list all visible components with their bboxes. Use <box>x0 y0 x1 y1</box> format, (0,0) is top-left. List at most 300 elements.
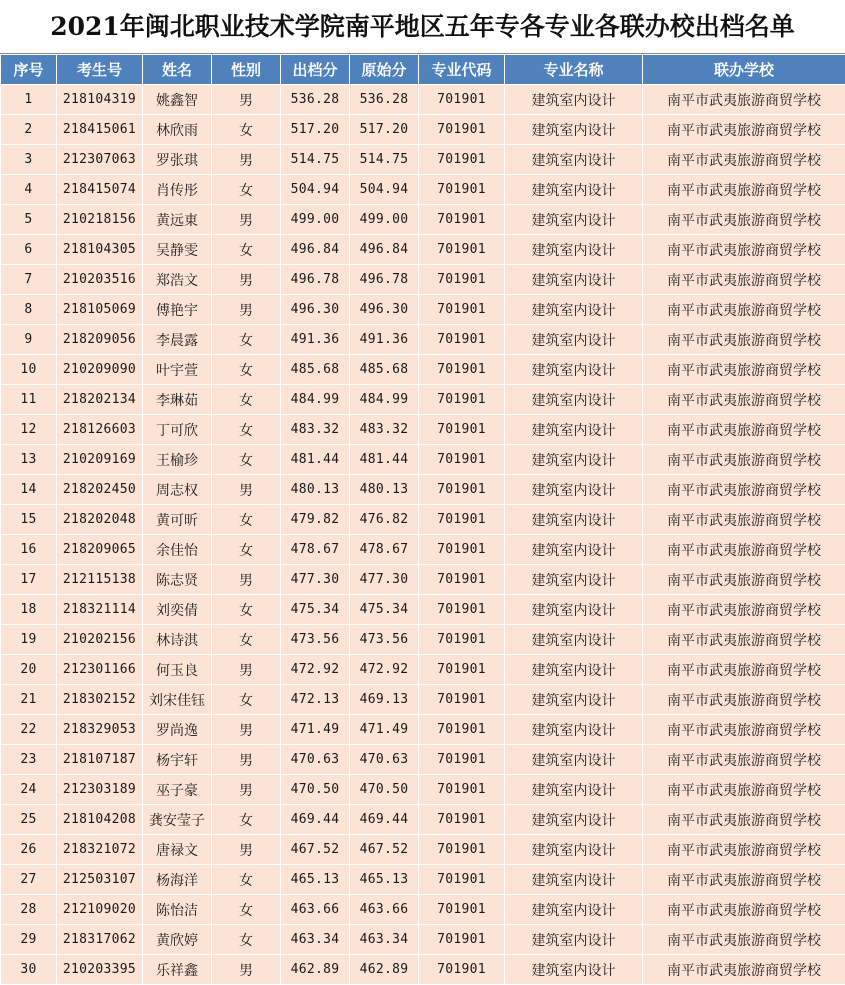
cell-school: 南平市武夷旅游商贸学校 <box>643 325 845 355</box>
cell-school: 南平市武夷旅游商贸学校 <box>643 775 845 805</box>
cell-major-name: 建筑室内设计 <box>505 385 643 415</box>
cell-raw-score: 470.63 <box>350 745 419 775</box>
cell-exam-id: 218321072 <box>57 835 143 865</box>
cell-name: 何玉良 <box>143 655 212 685</box>
cell-raw-score: 469.44 <box>350 805 419 835</box>
cell-index: 10 <box>1 355 57 385</box>
cell-major-code: 701901 <box>419 565 505 595</box>
cell-exam-id: 218104319 <box>57 85 143 115</box>
cell-school: 南平市武夷旅游商贸学校 <box>643 805 845 835</box>
table-row <box>1 565 845 595</box>
table-row <box>1 895 845 925</box>
cell-major-code: 701901 <box>419 85 505 115</box>
cell-exam-id: 218302152 <box>57 685 143 715</box>
cell-school: 南平市武夷旅游商贸学校 <box>643 835 845 865</box>
cell-gender: 男 <box>212 715 281 745</box>
cell-exam-id: 212303189 <box>57 775 143 805</box>
cell-school: 南平市武夷旅游商贸学校 <box>643 205 845 235</box>
cell-school: 南平市武夷旅游商贸学校 <box>643 295 845 325</box>
cell-major-code: 701901 <box>419 655 505 685</box>
header-row <box>1 55 845 85</box>
cell-school: 南平市武夷旅游商贸学校 <box>643 265 845 295</box>
cell-raw-score: 478.67 <box>350 535 419 565</box>
cell-name: 李琳茹 <box>143 385 212 415</box>
cell-school: 南平市武夷旅游商贸学校 <box>643 895 845 925</box>
cell-major-code: 701901 <box>419 115 505 145</box>
cell-index: 9 <box>1 325 57 355</box>
cell-school: 南平市武夷旅游商贸学校 <box>643 415 845 445</box>
cell-raw-score: 517.20 <box>350 115 419 145</box>
cell-major-code: 701901 <box>419 595 505 625</box>
cell-exam-id: 218126603 <box>57 415 143 445</box>
cell-index: 21 <box>1 685 57 715</box>
cell-gender: 女 <box>212 325 281 355</box>
cell-index: 23 <box>1 745 57 775</box>
cell-index: 8 <box>1 295 57 325</box>
cell-name: 陈志贤 <box>143 565 212 595</box>
cell-index: 7 <box>1 265 57 295</box>
cell-exam-id: 212301166 <box>57 655 143 685</box>
cell-raw-score: 536.28 <box>350 85 419 115</box>
cell-major-name: 建筑室内设计 <box>505 475 643 505</box>
cell-school: 南平市武夷旅游商贸学校 <box>643 565 845 595</box>
column-header-major-name: 专业名称 <box>505 55 643 85</box>
cell-gender: 男 <box>212 475 281 505</box>
cell-admission-score: 463.34 <box>281 925 350 955</box>
cell-index: 18 <box>1 595 57 625</box>
cell-school: 南平市武夷旅游商贸学校 <box>643 145 845 175</box>
cell-major-name: 建筑室内设计 <box>505 505 643 535</box>
cell-gender: 男 <box>212 745 281 775</box>
cell-major-code: 701901 <box>419 805 505 835</box>
cell-name: 郑浩文 <box>143 265 212 295</box>
cell-school: 南平市武夷旅游商贸学校 <box>643 925 845 955</box>
table-row <box>1 175 845 205</box>
table-row <box>1 415 845 445</box>
cell-admission-score: 473.56 <box>281 625 350 655</box>
cell-index: 2 <box>1 115 57 145</box>
cell-admission-score: 485.68 <box>281 355 350 385</box>
cell-admission-score: 496.84 <box>281 235 350 265</box>
cell-index: 14 <box>1 475 57 505</box>
cell-raw-score: 473.56 <box>350 625 419 655</box>
cell-gender: 女 <box>212 505 281 535</box>
cell-exam-id: 212109020 <box>57 895 143 925</box>
cell-major-code: 701901 <box>419 265 505 295</box>
cell-admission-score: 472.13 <box>281 685 350 715</box>
table-row <box>1 715 845 745</box>
cell-index: 6 <box>1 235 57 265</box>
cell-major-name: 建筑室内设计 <box>505 775 643 805</box>
cell-gender: 女 <box>212 925 281 955</box>
cell-gender: 女 <box>212 175 281 205</box>
cell-major-name: 建筑室内设计 <box>505 835 643 865</box>
cell-gender: 女 <box>212 535 281 565</box>
cell-raw-score: 477.30 <box>350 565 419 595</box>
cell-raw-score: 504.94 <box>350 175 419 205</box>
cell-major-code: 701901 <box>419 475 505 505</box>
cell-raw-score: 465.13 <box>350 865 419 895</box>
cell-school: 南平市武夷旅游商贸学校 <box>643 535 845 565</box>
cell-index: 11 <box>1 385 57 415</box>
cell-major-name: 建筑室内设计 <box>505 805 643 835</box>
cell-major-code: 701901 <box>419 895 505 925</box>
cell-name: 肖传彤 <box>143 175 212 205</box>
cell-gender: 女 <box>212 805 281 835</box>
cell-raw-score: 472.92 <box>350 655 419 685</box>
cell-major-name: 建筑室内设计 <box>505 265 643 295</box>
cell-index: 20 <box>1 655 57 685</box>
document-title: 2021年闽北职业技术学院南平地区五年专各专业各联办校出档名单 <box>0 0 845 54</box>
table-row <box>1 805 845 835</box>
cell-index: 26 <box>1 835 57 865</box>
cell-name: 周志权 <box>143 475 212 505</box>
cell-name: 林欣雨 <box>143 115 212 145</box>
cell-raw-score: 485.68 <box>350 355 419 385</box>
column-header-admission-score: 出档分 <box>281 55 350 85</box>
cell-school: 南平市武夷旅游商贸学校 <box>643 475 845 505</box>
cell-index: 5 <box>1 205 57 235</box>
cell-major-code: 701901 <box>419 775 505 805</box>
cell-exam-id: 210202156 <box>57 625 143 655</box>
cell-admission-score: 465.13 <box>281 865 350 895</box>
cell-name: 乐祥鑫 <box>143 955 212 985</box>
cell-name: 刘宋佳钰 <box>143 685 212 715</box>
cell-gender: 女 <box>212 685 281 715</box>
cell-admission-score: 472.92 <box>281 655 350 685</box>
cell-exam-id: 218104305 <box>57 235 143 265</box>
cell-gender: 女 <box>212 355 281 385</box>
cell-gender: 男 <box>212 565 281 595</box>
column-header-index: 序号 <box>1 55 57 85</box>
cell-major-name: 建筑室内设计 <box>505 955 643 985</box>
cell-exam-id: 210209169 <box>57 445 143 475</box>
cell-name: 黄可昕 <box>143 505 212 535</box>
cell-index: 30 <box>1 955 57 985</box>
cell-major-name: 建筑室内设计 <box>505 595 643 625</box>
cell-raw-score: 462.89 <box>350 955 419 985</box>
cell-admission-score: 496.78 <box>281 265 350 295</box>
cell-gender: 男 <box>212 295 281 325</box>
cell-name: 罗张琪 <box>143 145 212 175</box>
cell-exam-id: 218209056 <box>57 325 143 355</box>
cell-gender: 女 <box>212 625 281 655</box>
cell-exam-id: 212307063 <box>57 145 143 175</box>
cell-school: 南平市武夷旅游商贸学校 <box>643 115 845 145</box>
table-row <box>1 625 845 655</box>
cell-admission-score: 491.36 <box>281 325 350 355</box>
cell-school: 南平市武夷旅游商贸学校 <box>643 385 845 415</box>
cell-raw-score: 496.78 <box>350 265 419 295</box>
cell-admission-score: 481.44 <box>281 445 350 475</box>
cell-admission-score: 470.63 <box>281 745 350 775</box>
cell-gender: 女 <box>212 415 281 445</box>
cell-admission-score: 499.00 <box>281 205 350 235</box>
cell-raw-score: 471.49 <box>350 715 419 745</box>
cell-exam-id: 210203395 <box>57 955 143 985</box>
cell-exam-id: 218415074 <box>57 175 143 205</box>
cell-major-code: 701901 <box>419 175 505 205</box>
cell-major-code: 701901 <box>419 625 505 655</box>
cell-exam-id: 218202048 <box>57 505 143 535</box>
table-row <box>1 835 845 865</box>
cell-exam-id: 210203516 <box>57 265 143 295</box>
cell-major-name: 建筑室内设计 <box>505 925 643 955</box>
cell-index: 1 <box>1 85 57 115</box>
table-row <box>1 535 845 565</box>
cell-admission-score: 477.30 <box>281 565 350 595</box>
cell-index: 12 <box>1 415 57 445</box>
cell-index: 24 <box>1 775 57 805</box>
cell-major-name: 建筑室内设计 <box>505 115 643 145</box>
cell-gender: 男 <box>212 265 281 295</box>
cell-index: 13 <box>1 445 57 475</box>
cell-name: 傅艳宇 <box>143 295 212 325</box>
cell-index: 27 <box>1 865 57 895</box>
cell-major-name: 建筑室内设计 <box>505 685 643 715</box>
cell-raw-score: 483.32 <box>350 415 419 445</box>
column-header-exam-id: 考生号 <box>57 55 143 85</box>
cell-school: 南平市武夷旅游商贸学校 <box>643 625 845 655</box>
cell-major-code: 701901 <box>419 385 505 415</box>
cell-major-name: 建筑室内设计 <box>505 235 643 265</box>
cell-raw-score: 496.30 <box>350 295 419 325</box>
cell-major-code: 701901 <box>419 205 505 235</box>
cell-major-name: 建筑室内设计 <box>505 175 643 205</box>
table-row <box>1 775 845 805</box>
admission-table <box>0 54 845 985</box>
cell-exam-id: 218415061 <box>57 115 143 145</box>
table-row <box>1 955 845 985</box>
cell-exam-id: 218321114 <box>57 595 143 625</box>
cell-major-name: 建筑室内设计 <box>505 295 643 325</box>
cell-admission-score: 496.30 <box>281 295 350 325</box>
cell-major-name: 建筑室内设计 <box>505 715 643 745</box>
cell-exam-id: 212503107 <box>57 865 143 895</box>
cell-major-code: 701901 <box>419 235 505 265</box>
cell-exam-id: 218202450 <box>57 475 143 505</box>
cell-gender: 男 <box>212 775 281 805</box>
cell-admission-score: 463.66 <box>281 895 350 925</box>
cell-name: 林诗淇 <box>143 625 212 655</box>
cell-major-name: 建筑室内设计 <box>505 535 643 565</box>
cell-name: 巫子豪 <box>143 775 212 805</box>
cell-exam-id: 210209090 <box>57 355 143 385</box>
cell-index: 25 <box>1 805 57 835</box>
cell-gender: 女 <box>212 235 281 265</box>
table-row <box>1 235 845 265</box>
cell-school: 南平市武夷旅游商贸学校 <box>643 175 845 205</box>
cell-admission-score: 469.44 <box>281 805 350 835</box>
cell-exam-id: 212115138 <box>57 565 143 595</box>
cell-major-code: 701901 <box>419 925 505 955</box>
cell-admission-score: 514.75 <box>281 145 350 175</box>
cell-major-name: 建筑室内设计 <box>505 895 643 925</box>
cell-admission-score: 517.20 <box>281 115 350 145</box>
cell-gender: 女 <box>212 595 281 625</box>
cell-major-name: 建筑室内设计 <box>505 565 643 595</box>
cell-major-name: 建筑室内设计 <box>505 745 643 775</box>
cell-raw-score: 469.13 <box>350 685 419 715</box>
table-row <box>1 925 845 955</box>
cell-major-name: 建筑室内设计 <box>505 145 643 175</box>
cell-raw-score: 481.44 <box>350 445 419 475</box>
cell-raw-score: 467.52 <box>350 835 419 865</box>
cell-gender: 男 <box>212 835 281 865</box>
table-row <box>1 655 845 685</box>
cell-index: 22 <box>1 715 57 745</box>
cell-raw-score: 499.00 <box>350 205 419 235</box>
cell-raw-score: 463.66 <box>350 895 419 925</box>
cell-name: 李晨露 <box>143 325 212 355</box>
table-row <box>1 505 845 535</box>
table-row <box>1 445 845 475</box>
table-header <box>1 55 845 85</box>
cell-name: 龚安莹子 <box>143 805 212 835</box>
cell-admission-score: 504.94 <box>281 175 350 205</box>
cell-raw-score: 484.99 <box>350 385 419 415</box>
table-row <box>1 385 845 415</box>
table-row <box>1 355 845 385</box>
cell-admission-score: 484.99 <box>281 385 350 415</box>
cell-school: 南平市武夷旅游商贸学校 <box>643 745 845 775</box>
cell-index: 3 <box>1 145 57 175</box>
cell-school: 南平市武夷旅游商贸学校 <box>643 235 845 265</box>
cell-school: 南平市武夷旅游商贸学校 <box>643 655 845 685</box>
cell-gender: 男 <box>212 955 281 985</box>
cell-major-name: 建筑室内设计 <box>505 415 643 445</box>
cell-school: 南平市武夷旅游商贸学校 <box>643 865 845 895</box>
cell-raw-score: 514.75 <box>350 145 419 175</box>
cell-gender: 女 <box>212 445 281 475</box>
cell-exam-id: 218104208 <box>57 805 143 835</box>
cell-gender: 女 <box>212 385 281 415</box>
column-header-raw-score: 原始分 <box>350 55 419 85</box>
cell-major-code: 701901 <box>419 745 505 775</box>
table-body <box>1 85 845 985</box>
cell-raw-score: 463.34 <box>350 925 419 955</box>
cell-raw-score: 470.50 <box>350 775 419 805</box>
cell-major-code: 701901 <box>419 325 505 355</box>
cell-admission-score: 536.28 <box>281 85 350 115</box>
cell-school: 南平市武夷旅游商贸学校 <box>643 715 845 745</box>
table-row <box>1 85 845 115</box>
cell-index: 17 <box>1 565 57 595</box>
cell-gender: 女 <box>212 895 281 925</box>
cell-school: 南平市武夷旅游商贸学校 <box>643 355 845 385</box>
cell-index: 19 <box>1 625 57 655</box>
cell-name: 杨海洋 <box>143 865 212 895</box>
cell-name: 刘奕倩 <box>143 595 212 625</box>
cell-major-name: 建筑室内设计 <box>505 445 643 475</box>
cell-major-name: 建筑室内设计 <box>505 625 643 655</box>
table-row <box>1 295 845 325</box>
table-row <box>1 475 845 505</box>
cell-major-code: 701901 <box>419 505 505 535</box>
cell-index: 16 <box>1 535 57 565</box>
column-header-name: 姓名 <box>143 55 212 85</box>
cell-exam-id: 218329053 <box>57 715 143 745</box>
cell-name: 叶宇萱 <box>143 355 212 385</box>
cell-index: 29 <box>1 925 57 955</box>
cell-name: 丁可欣 <box>143 415 212 445</box>
cell-admission-score: 478.67 <box>281 535 350 565</box>
cell-admission-score: 462.89 <box>281 955 350 985</box>
cell-gender: 男 <box>212 655 281 685</box>
cell-major-code: 701901 <box>419 865 505 895</box>
cell-exam-id: 218202134 <box>57 385 143 415</box>
table-row <box>1 145 845 175</box>
cell-admission-score: 471.49 <box>281 715 350 745</box>
cell-major-code: 701901 <box>419 535 505 565</box>
cell-name: 唐禄文 <box>143 835 212 865</box>
cell-exam-id: 218107187 <box>57 745 143 775</box>
table-row <box>1 205 845 235</box>
table-row <box>1 865 845 895</box>
cell-major-code: 701901 <box>419 715 505 745</box>
cell-school: 南平市武夷旅游商贸学校 <box>643 445 845 475</box>
cell-gender: 男 <box>212 205 281 235</box>
cell-school: 南平市武夷旅游商贸学校 <box>643 85 845 115</box>
cell-admission-score: 479.82 <box>281 505 350 535</box>
cell-admission-score: 475.34 <box>281 595 350 625</box>
cell-school: 南平市武夷旅游商贸学校 <box>643 505 845 535</box>
cell-major-code: 701901 <box>419 955 505 985</box>
cell-name: 杨宇轩 <box>143 745 212 775</box>
table-row <box>1 115 845 145</box>
cell-exam-id: 218209065 <box>57 535 143 565</box>
cell-raw-score: 475.34 <box>350 595 419 625</box>
cell-major-name: 建筑室内设计 <box>505 865 643 895</box>
table-row <box>1 685 845 715</box>
cell-major-code: 701901 <box>419 145 505 175</box>
cell-gender: 男 <box>212 85 281 115</box>
cell-school: 南平市武夷旅游商贸学校 <box>643 685 845 715</box>
cell-name: 姚鑫智 <box>143 85 212 115</box>
cell-name: 余佳怡 <box>143 535 212 565</box>
cell-major-code: 701901 <box>419 445 505 475</box>
cell-exam-id: 218317062 <box>57 925 143 955</box>
cell-name: 黄欣婷 <box>143 925 212 955</box>
cell-exam-id: 218105069 <box>57 295 143 325</box>
cell-major-name: 建筑室内设计 <box>505 85 643 115</box>
cell-name: 王榆珍 <box>143 445 212 475</box>
cell-major-name: 建筑室内设计 <box>505 325 643 355</box>
column-header-major-code: 专业代码 <box>419 55 505 85</box>
cell-major-name: 建筑室内设计 <box>505 655 643 685</box>
cell-name: 黄远東 <box>143 205 212 235</box>
cell-name: 陈怡洁 <box>143 895 212 925</box>
column-header-school: 联办学校 <box>643 55 845 85</box>
cell-raw-score: 476.82 <box>350 505 419 535</box>
table-row <box>1 325 845 355</box>
cell-exam-id: 210218156 <box>57 205 143 235</box>
cell-major-name: 建筑室内设计 <box>505 205 643 235</box>
cell-major-code: 701901 <box>419 835 505 865</box>
cell-admission-score: 470.50 <box>281 775 350 805</box>
table-row <box>1 265 845 295</box>
cell-admission-score: 483.32 <box>281 415 350 445</box>
cell-gender: 女 <box>212 115 281 145</box>
cell-raw-score: 491.36 <box>350 325 419 355</box>
column-header-gender: 性别 <box>212 55 281 85</box>
cell-major-code: 701901 <box>419 355 505 385</box>
table-row <box>1 595 845 625</box>
cell-school: 南平市武夷旅游商贸学校 <box>643 595 845 625</box>
cell-admission-score: 467.52 <box>281 835 350 865</box>
cell-major-name: 建筑室内设计 <box>505 355 643 385</box>
cell-index: 4 <box>1 175 57 205</box>
